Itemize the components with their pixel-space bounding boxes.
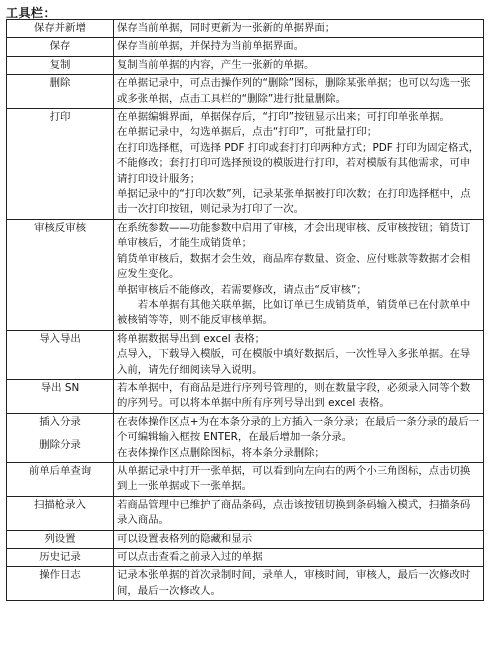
row-name-primary: 插入分录: [39, 415, 81, 428]
table-row: [7, 38, 484, 56]
table-row: [7, 56, 484, 74]
desc-line: 在单据记录中，勾选单据后，点击“打印”，可批量打印；: [117, 126, 378, 139]
row-desc: [114, 330, 484, 379]
row-desc: [114, 219, 484, 330]
row-desc: [114, 567, 484, 601]
table-row: [7, 496, 484, 530]
row-desc: [114, 379, 484, 413]
row-name: 导出 SN: [7, 379, 114, 413]
desc-line: 可以设置表格列的隐藏和显示: [117, 532, 253, 545]
desc-line: 复制当前单据的内容，产生一张新的单据。: [117, 58, 315, 71]
row-name-secondary: 删除分录: [39, 439, 81, 452]
desc-line: 在系统参数——功能参数中启用了审核，才会出现审核、反审核按钮；销货订单审核后，才能生成销货单；: [117, 221, 471, 250]
desc-line: 记录本张单据的首次录制时间，录单人，审核时间，审核人，最后一次修改时间，最后一次修改人。: [117, 569, 471, 597]
row-desc: [114, 530, 484, 548]
desc-line: 保存当前单据，并保持为当前单据界面。: [117, 40, 305, 53]
desc-line: 单据记录中的“打印次数”列，记录某张单据被打印次数；在打印选择框中，点击一次打印按钮，则记录为打印了一次。: [117, 188, 471, 216]
row-name: 复制: [7, 56, 114, 74]
table-row: [7, 379, 484, 413]
desc-line: 在单据编辑界面，单据保存后，“打印”按钮显示出来；可打印单张单据。: [117, 111, 450, 124]
desc-line: 若本单据中，有商品是进行序列号管理的，则在数量字段，必须录入同等个数的序列号。可以将本单据中所有序列号导出到 excel 表格。: [117, 381, 471, 410]
row-name: 审核反审核: [7, 219, 114, 330]
row-name: 列设置: [7, 530, 114, 548]
row-desc: [114, 496, 484, 530]
row-desc: [114, 413, 484, 462]
desc-line: 保存当前单据，同时更新为一张新的单据界面；: [117, 22, 336, 34]
desc-line: 若本单据有其他关联单据，比如订单已生成销货单，销货单已在付款单中被核销等等，则不能反审核单据。: [117, 298, 471, 327]
row-name: [7, 413, 114, 462]
row-desc: [114, 75, 484, 109]
row-name: 前单后单查询: [7, 462, 114, 496]
row-name: 历史记录: [7, 549, 114, 567]
row-desc: [114, 462, 484, 496]
table-row: [7, 109, 484, 220]
desc-line: 从单据记录中打开一张单据，可以看到向左向右的两个小三角图标，点击切换到上一张单据或下一张单据。: [117, 464, 471, 493]
row-name: 保存并新增: [7, 20, 114, 38]
row-desc: [114, 20, 484, 38]
desc-line: 可以点击查看之前录入过的单据: [117, 551, 263, 563]
desc-line: 将单据数据导出到 excel 表格；: [117, 332, 266, 345]
desc-line: 若商品管理中已维护了商品条码，点击该按钮切换到条码输入模式，扫描条码录入商品。: [117, 498, 471, 527]
row-name: 导入导出: [7, 330, 114, 379]
section-title: 工具栏：: [6, 6, 57, 20]
table-row: [7, 530, 484, 548]
desc-line: 在单据记录中，可点击操作列的“删除”图标，删除某张单据；也可以勾选一张或多张单据，点击工具栏的“删除”进行批量删除。: [117, 77, 471, 105]
desc-line: 单据审核后不能修改，若需要修改，请点击“反审核”；: [117, 283, 367, 296]
row-desc: [114, 109, 484, 220]
desc-line: 在表体操作区点+为在本条分录的上方插入一条分录；在最后一条分录的最后一个可编辑输入框按 ENTER，在最后增加一条分录。: [117, 415, 479, 444]
row-desc: [114, 38, 484, 56]
row-desc: [114, 56, 484, 74]
desc-line: 在打印选择框，可选择 PDF 打印或套打打印两种方式；PDF 打印为固定格式，不能修改；套打打印可选择预设的模版进行打印，若对模版有其他需求，可申请打印设计服务；: [117, 141, 480, 185]
table-row: [7, 413, 484, 462]
row-name: 删除: [7, 75, 114, 109]
row-name: 扫描枪录入: [7, 496, 114, 530]
table-row: [7, 462, 484, 496]
table-row: [7, 75, 484, 109]
row-name: 打印: [7, 109, 114, 220]
table-row: [7, 20, 484, 38]
table-row: [7, 567, 484, 601]
table-row: [7, 549, 484, 567]
row-name: 操作日志: [7, 567, 114, 601]
table-row: [7, 330, 484, 379]
row-name: 保存: [7, 38, 114, 56]
desc-line: 点导入，下载导入模版，可在模版中填好数据后，一次性导入多张单据。在导入前，请先仔细阅读导入说明。: [117, 348, 471, 376]
row-desc: [114, 549, 484, 567]
desc-line: 销货单审核后，数据才会生效，商品库存数量、资金、应付账款等数据才会相应发生变化。: [117, 252, 471, 281]
toolbar-table: [6, 19, 484, 601]
table-row: [7, 219, 484, 330]
desc-line: 在表体操作区点删除图标，将本条分录删除；: [117, 446, 325, 459]
